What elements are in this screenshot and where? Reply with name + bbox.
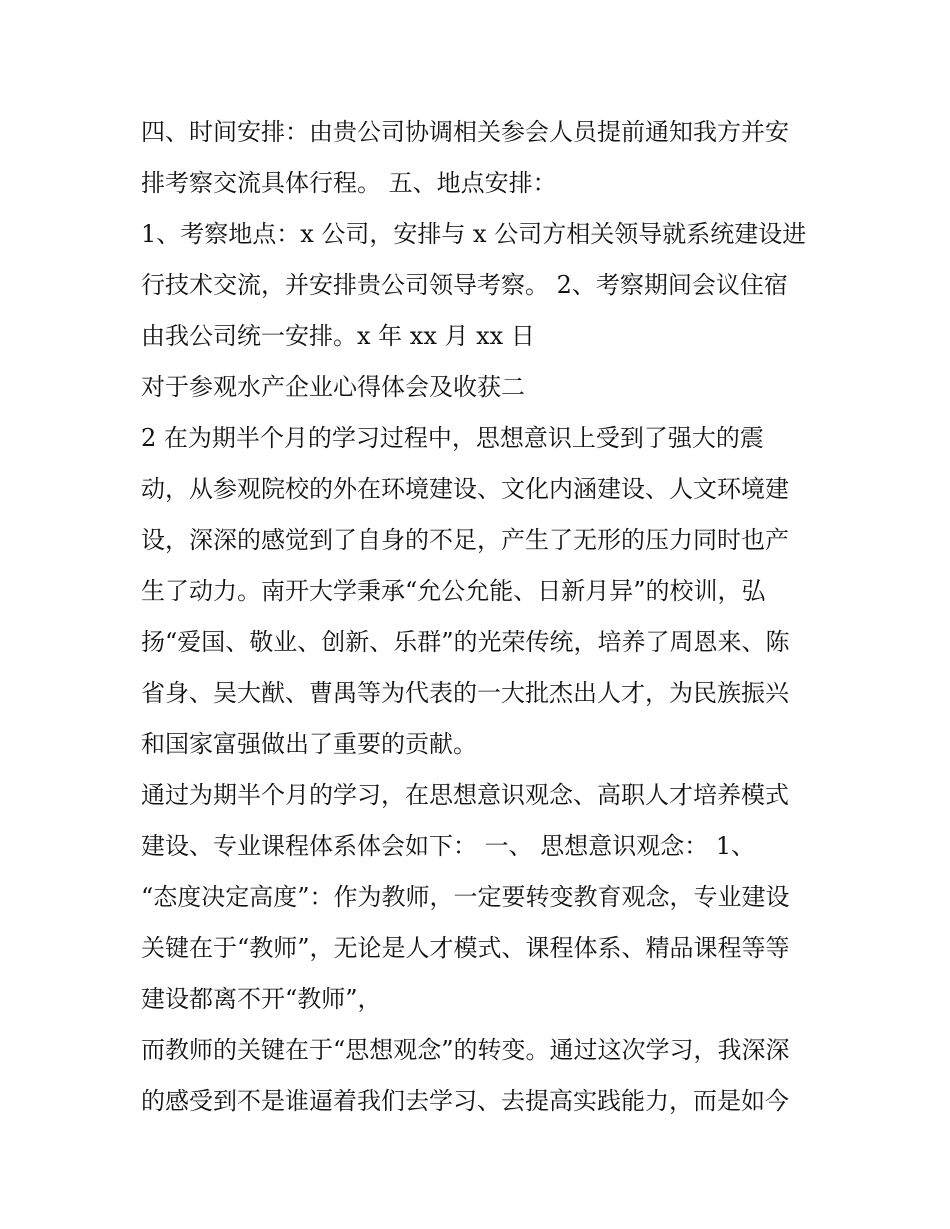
document-body (141, 107, 821, 1127)
text-line: 通过为期半个月的学习，在思想意识观念、高职人才培养模式 (141, 781, 789, 809)
text-line: “态度决定高度”：作为教师，一定要转变教育观念，专业建设 (141, 883, 790, 911)
text-line: 省身、吴大猷、曹禺等为代表的一大批杰出人才，为民族振兴 (141, 679, 789, 707)
text-line: 行技术交流，并安排贵公司领导考察。 2、考察期间会议住宿 (141, 271, 788, 299)
text-line: 动，从参观院校的外在环境建设、文化内涵建设、人文环境建 (141, 475, 789, 503)
text-line: 建设都离不开“教师”， (141, 985, 382, 1013)
text-line: 生了动力。南开大学秉承“允公允能、日新月异”的校训，弘 (141, 577, 766, 605)
section-heading: 对于参观水产企业心得体会及收获二 (141, 373, 525, 401)
text-line: 扬“爱国、敬业、创新、乐群”的光荣传统，培养了周恩来、陈 (141, 628, 790, 656)
text-line: 和国家富强做出了重要的贡献。 (141, 730, 477, 758)
text-line: 2 在为期半个月的学习过程中，思想意识上受到了强大的震 (141, 424, 764, 452)
text-line: 而教师的关键在于“思想观念”的转变。通过这次学习，我深深 (141, 1036, 790, 1064)
text-line: 设，深深的感觉到了自身的不足，产生了无形的压力同时也产 (141, 526, 789, 554)
text-line: 的感受到不是谁逼着我们去学习、去提高实践能力，而是如今 (141, 1087, 789, 1115)
text-line: 1、考察地点：x 公司，安排与 x 公司方相关领导就系统建设进 (141, 220, 807, 248)
text-line: 由我公司统一安排。x 年 xx 月 xx 日 (141, 322, 535, 350)
text-line: 关键在于“教师”，无论是人才模式、课程体系、精品课程等等 (141, 934, 790, 962)
text-line: 建设、专业课程体系体会如下： 一、 思想意识观念： 1、 (141, 832, 756, 860)
text-line: 排考察交流具体行程。 五、地点安排： (141, 169, 557, 197)
text-line: 四、时间安排：由贵公司协调相关参会人员提前通知我方并安 (141, 118, 789, 146)
